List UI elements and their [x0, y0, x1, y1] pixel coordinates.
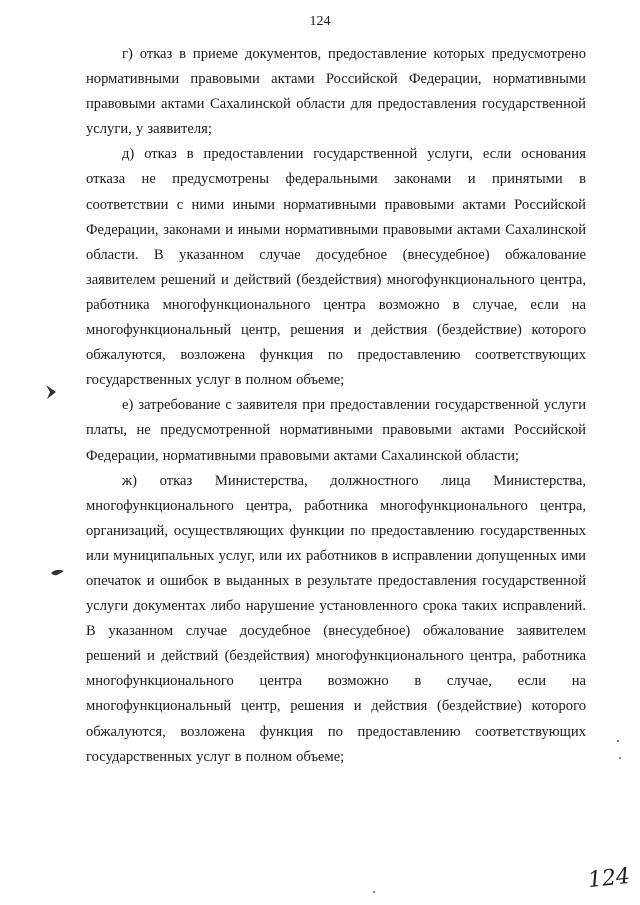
scan-smudge-mark — [50, 568, 66, 578]
scan-speck — [614, 738, 624, 762]
scan-speck — [370, 888, 378, 896]
paragraph-e: е) затребование с заявителя при предоставлении государственной услуги платы, не предусмотренной нормативными правовыми актами Российской Федерации, нормативными правовыми актами Сахалинской области; — [86, 397, 586, 464]
paragraph-g: г) отказ в приеме документов, предоставление которых предусмотрено нормативными правовыми актами Российской Федерации, нормативными правовыми актами Сахалинской области для предоставления государственной услуги, у заявителя; — [86, 46, 586, 138]
scan-smudge-mark — [44, 384, 58, 400]
paragraph-d: д) отказ в предоставлении государственной услуги, если основания отказа не предусмотрены федеральными законами и принятыми в соответствии с ними иными нормативными правовыми актами Российской Федерации, законами и иными нормативными правовыми актами Сахалинской области. В указанном случае досудебное (внесудебное) обжалование заявителем решений и действий (бездействия) многофункционального центра, работника многофункционального центра возможно в случае, если на многофункциональный центр, решения и действия (бездействие) которого обжалуются, возложена функция по предоставлению соответствующих государственных услуг в полном объеме; — [86, 146, 586, 389]
document-body — [86, 42, 586, 770]
paragraph-zh: ж) отказ Министерства, должностного лица Министерства, многофункционального центра, работника многофункционального центра, организаций, осуществляющих функции по предоставлению государственных или муниципальных услуг, или их работников в исправлении допущенных ими опечаток и ошибок в выданных в результате предоставления государственной услуги документах либо нарушение установленного срока таких исправлений. В указанном случае досудебное (внесудебное) обжалование заявителем решений и действий (бездействия) многофункционального центра, работника многофункционального центра возможно в случае, если на многофункциональный центр, решения и действия (бездействие) которого обжалуются, возложена функция по предоставлению соответствующих государственных услуг в полном объеме; — [86, 472, 586, 765]
handwritten-page-number: 124 — [586, 863, 632, 894]
page-number: 124 — [309, 14, 331, 29]
